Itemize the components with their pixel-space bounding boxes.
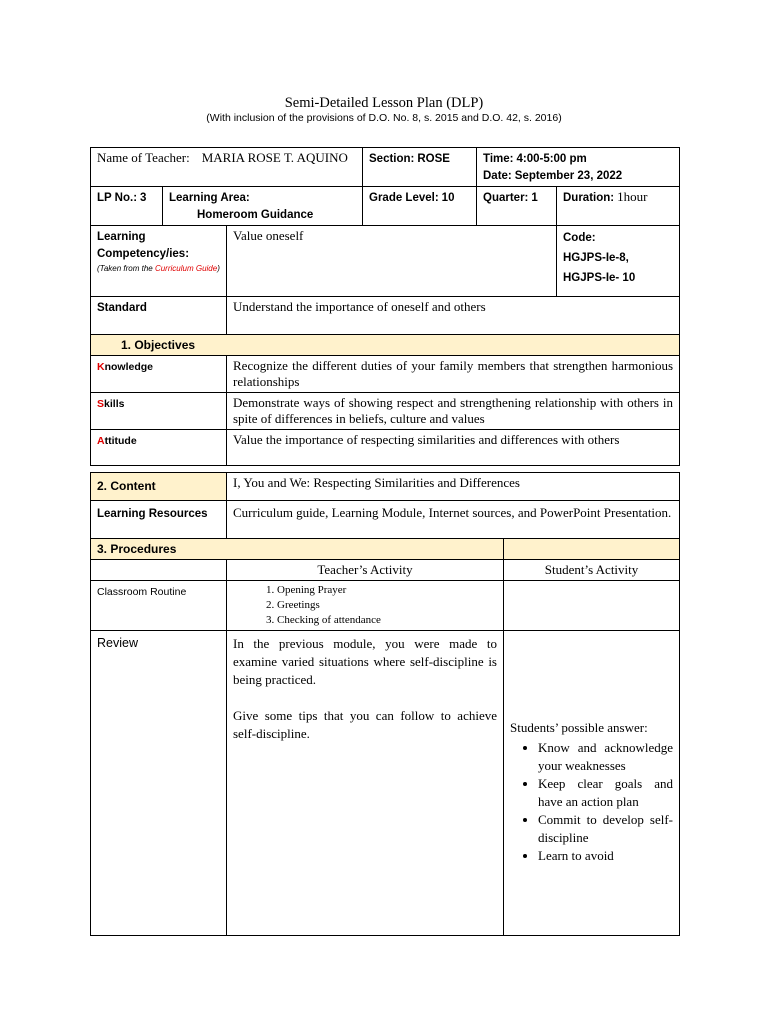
resources-value-cell bbox=[227, 501, 680, 539]
learning-area-value: Homeroom Guidance bbox=[197, 209, 314, 221]
section-label: Section: bbox=[369, 153, 415, 165]
teacher-name: MARIA ROSE T. AQUINO bbox=[201, 150, 348, 165]
list-item: • Know and acknowledge your weaknesses bbox=[538, 739, 673, 775]
competency-label: Learning Competency/ies: bbox=[97, 231, 190, 260]
time-label: Time: bbox=[483, 153, 514, 165]
routine-label: Classroom Routine bbox=[97, 586, 187, 598]
code-label: Code: bbox=[563, 232, 596, 244]
grade-value: 10 bbox=[441, 192, 455, 204]
teacher-label: Name of Teacher: bbox=[97, 150, 190, 165]
lesson-header-table bbox=[90, 147, 680, 466]
competency-label-cell bbox=[91, 226, 227, 297]
date-label: Date: bbox=[483, 170, 512, 182]
curriculum-guide-text: Curriculum Guide bbox=[154, 264, 218, 273]
list-item: 1. Opening Prayer bbox=[277, 583, 497, 598]
document-subtitle: (With inclusion of the provisions of D.O. No. 8, s. 2015 and D.O. 42, s. 2016) bbox=[206, 112, 562, 124]
review-label: Review bbox=[97, 636, 138, 650]
duration-cell bbox=[557, 187, 680, 226]
resources-label: Learning Resources bbox=[97, 508, 208, 520]
routine-student-cell bbox=[504, 581, 680, 631]
list-item: 2. Greetings bbox=[277, 598, 497, 613]
code-1: HGJPS-Ie-8, bbox=[563, 252, 629, 264]
review-label-cell bbox=[91, 631, 227, 936]
content-label: 2. Content bbox=[91, 473, 227, 501]
section-value: ROSE bbox=[417, 153, 450, 165]
resources-label-cell bbox=[91, 501, 227, 539]
content-value-cell bbox=[227, 473, 680, 501]
column-header-blank bbox=[91, 560, 227, 581]
procedures-heading: 3. Procedures bbox=[91, 539, 504, 560]
routine-list bbox=[233, 583, 497, 628]
grade-cell bbox=[363, 187, 477, 226]
attitude-label-cell bbox=[91, 430, 227, 466]
time-value: 4:00-5:00 pm bbox=[516, 153, 587, 165]
answer-intro: Students’ possible answer: bbox=[510, 720, 648, 735]
skills-text: Demonstrate ways of showing respect and strengthening relationship with others in spite of differences in beliefs, culture and values bbox=[227, 393, 680, 430]
review-student-cell bbox=[504, 631, 680, 936]
answer-list bbox=[510, 739, 673, 865]
competency-value-cell bbox=[227, 226, 557, 297]
knowledge-label: Knowledge bbox=[97, 361, 154, 373]
student-activity-header: Student’s Activity bbox=[504, 560, 680, 581]
list-item: 3. Checking of attendance bbox=[277, 613, 497, 628]
skills-label-cell bbox=[91, 393, 227, 430]
grade-label: Grade Level: bbox=[369, 192, 439, 204]
teacher-activity-header: Teacher’s Activity bbox=[227, 560, 504, 581]
quarter-cell bbox=[477, 187, 557, 226]
lp-label: LP No.: bbox=[97, 192, 138, 204]
document-title: Semi-Detailed Lesson Plan (DLP) bbox=[284, 95, 484, 111]
learning-area-label: Learning Area: bbox=[169, 192, 250, 204]
standard-value-cell bbox=[227, 297, 680, 335]
resources-value: Curriculum guide, Learning Module, Internet sources, and PowerPoint Presentation. bbox=[233, 505, 672, 520]
lesson-procedures-table bbox=[90, 472, 680, 936]
lp-cell bbox=[91, 187, 163, 226]
routine-list-cell bbox=[227, 581, 504, 631]
review-paragraph-2: Give some tips that you can follow to achieve self-discipline. bbox=[233, 708, 497, 741]
duration-label: Duration: bbox=[563, 192, 615, 204]
routine-label-cell bbox=[91, 581, 227, 631]
attitude-text: Value the importance of respecting similarities and differences with others bbox=[227, 430, 680, 466]
content-value: I, You and We: Respecting Similarities and Differences bbox=[233, 475, 520, 490]
duration-value: 1hour bbox=[617, 189, 648, 204]
quarter-value: 1 bbox=[531, 192, 538, 204]
attitude-label: Attitude bbox=[97, 435, 137, 447]
knowledge-label-cell bbox=[91, 356, 227, 393]
standard-label: Standard bbox=[97, 302, 147, 314]
code-2: HGJPS-Ie- 10 bbox=[563, 272, 636, 284]
review-paragraph-1: In the previous module, you were made to examine varied situations where self-discipline is being practiced. bbox=[233, 636, 497, 687]
quarter-label: Quarter: bbox=[483, 192, 529, 204]
review-teacher-cell bbox=[227, 631, 504, 936]
learning-area-cell bbox=[163, 187, 363, 226]
lp-value: 3 bbox=[140, 192, 147, 204]
objectives-heading: 1. Objectives bbox=[91, 335, 680, 356]
time-date-cell bbox=[477, 148, 680, 187]
competency-value: Value oneself bbox=[233, 228, 304, 243]
competency-note: (Taken from the Curriculum Guide) bbox=[97, 264, 220, 273]
standard-label-cell bbox=[91, 297, 227, 335]
list-item: • Learn to avoid bbox=[538, 847, 673, 865]
procedures-heading-blank bbox=[504, 539, 680, 560]
standard-value: Understand the importance of oneself and others bbox=[233, 299, 486, 314]
section-cell bbox=[363, 148, 477, 187]
list-item: • Commit to develop self-discipline bbox=[538, 811, 673, 847]
code-cell bbox=[557, 226, 680, 297]
teacher-cell bbox=[91, 148, 363, 187]
knowledge-text: Recognize the different duties of your family members that strengthen harmonious relationships bbox=[227, 356, 680, 393]
date-value: September 23, 2022 bbox=[514, 170, 623, 182]
list-item: • Keep clear goals and have an action plan bbox=[538, 775, 673, 811]
skills-label: Skills bbox=[97, 398, 125, 410]
